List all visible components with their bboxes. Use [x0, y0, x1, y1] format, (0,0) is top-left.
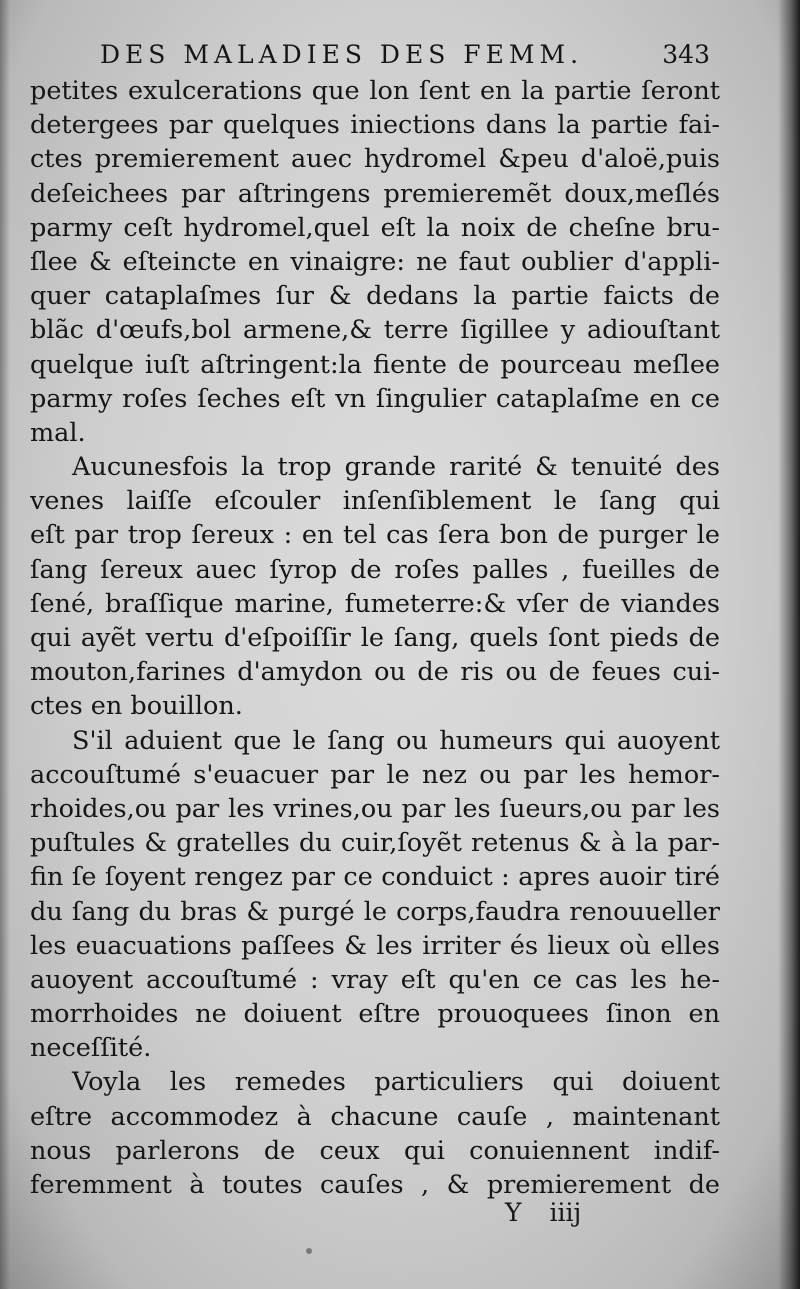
- running-head: DES MALADIES DES FEMM.: [100, 40, 584, 69]
- text-line: fin ſe ſoyent rengez par ce conduict : apres auoir tiré: [30, 862, 720, 893]
- text-line: Voyla les remedes particuliers qui doiuent: [72, 1067, 720, 1098]
- text-line: eſt par trop ſereux : en tel cas ſera bon de purger le: [30, 520, 720, 551]
- text-line: qui ayẽt vertu d'eſpoiſſir le ſang, quels ſont pieds de: [30, 623, 720, 653]
- text-line: petites exulcerations que lon ſent en la partie ſeront: [30, 76, 720, 106]
- text-line: nous parlerons de ceux qui conuiennent indif-: [30, 1135, 720, 1166]
- text-line: detergees par quelques iniections dans la partie fai-: [30, 110, 720, 141]
- text-line: les euacuations paſſees & les irriter és lieux où elles: [30, 930, 720, 961]
- text-line: du ſang du bras & purgé le corps,faudra renouueller: [30, 896, 720, 927]
- text-line: eſtre accommodez à chacune cauſe , maintenant: [30, 1101, 720, 1132]
- page-gutter-shadow: [0, 0, 10, 1289]
- text-line: feremment à toutes cauſes , & premierement de: [30, 1170, 720, 1200]
- body-text: [30, 74, 720, 1202]
- text-line: ctes premierement auec hydromel &peu d'aloë,puis: [30, 144, 720, 175]
- text-line: venes laiſſe eſcouler inſenſiblement le ſang qui: [30, 486, 720, 517]
- paper-speck: [306, 1248, 312, 1254]
- text-line: blãc d'œufs,bol armene,& terre ſigillee y adiouſtant: [30, 315, 720, 346]
- text-line: ſené, braſſique marine, fumeterre:& vſer de viandes: [30, 588, 720, 619]
- text-line: S'il aduient que le ſang ou humeurs qui auoyent: [72, 725, 720, 756]
- text-line: mal.: [30, 417, 86, 448]
- text-line: quer cataplaſmes ſur & dedans la partie faicts de: [30, 281, 720, 312]
- text-line: ſang ſereux auec ſyrop de roſes palles , fueilles de: [30, 554, 720, 585]
- text-line: auoyent accouſtumé : vray eſt qu'en ce cas les he-: [30, 964, 720, 995]
- text-line: neceſſité.: [30, 1033, 152, 1064]
- signature-mark: Y iiij: [505, 1198, 582, 1227]
- text-line: deſeichees par aſtringens premieremẽt doux,meſlés: [30, 178, 720, 209]
- page-edge-shadow: [778, 0, 800, 1289]
- text-line: rhoides,ou par les vrines,ou par les ſueurs,ou par les: [30, 793, 720, 824]
- text-line: parmy ceſt hydromel,quel eſt la noix de cheſne bru-: [30, 212, 720, 243]
- text-line: ſlee & eſteincte en vinaigre: ne faut oublier d'appli-: [30, 246, 720, 277]
- text-line: quelque iuſt aſtringent:la fiente de pourceau meſlee: [30, 349, 720, 380]
- text-line: Aucunesfois la trop grande rarité & tenuité des: [72, 452, 720, 483]
- text-line: puſtules & gratelles du cuir,ſoyẽt retenus & à la par-: [30, 828, 720, 859]
- text-line: ctes en bouillon.: [30, 691, 243, 722]
- text-line: parmy roſes ſeches eſt vn ſingulier cataplaſme en ce: [30, 383, 720, 414]
- text-line: morrhoides ne doiuent eſtre prouoquees ſinon en: [30, 999, 720, 1030]
- text-line: mouton,farines d'amydon ou de ris ou de feues cui-: [30, 657, 720, 688]
- page-number: 343: [662, 40, 710, 69]
- text-line: accouſtumé s'euacuer par le nez ou par les hemor-: [30, 759, 720, 790]
